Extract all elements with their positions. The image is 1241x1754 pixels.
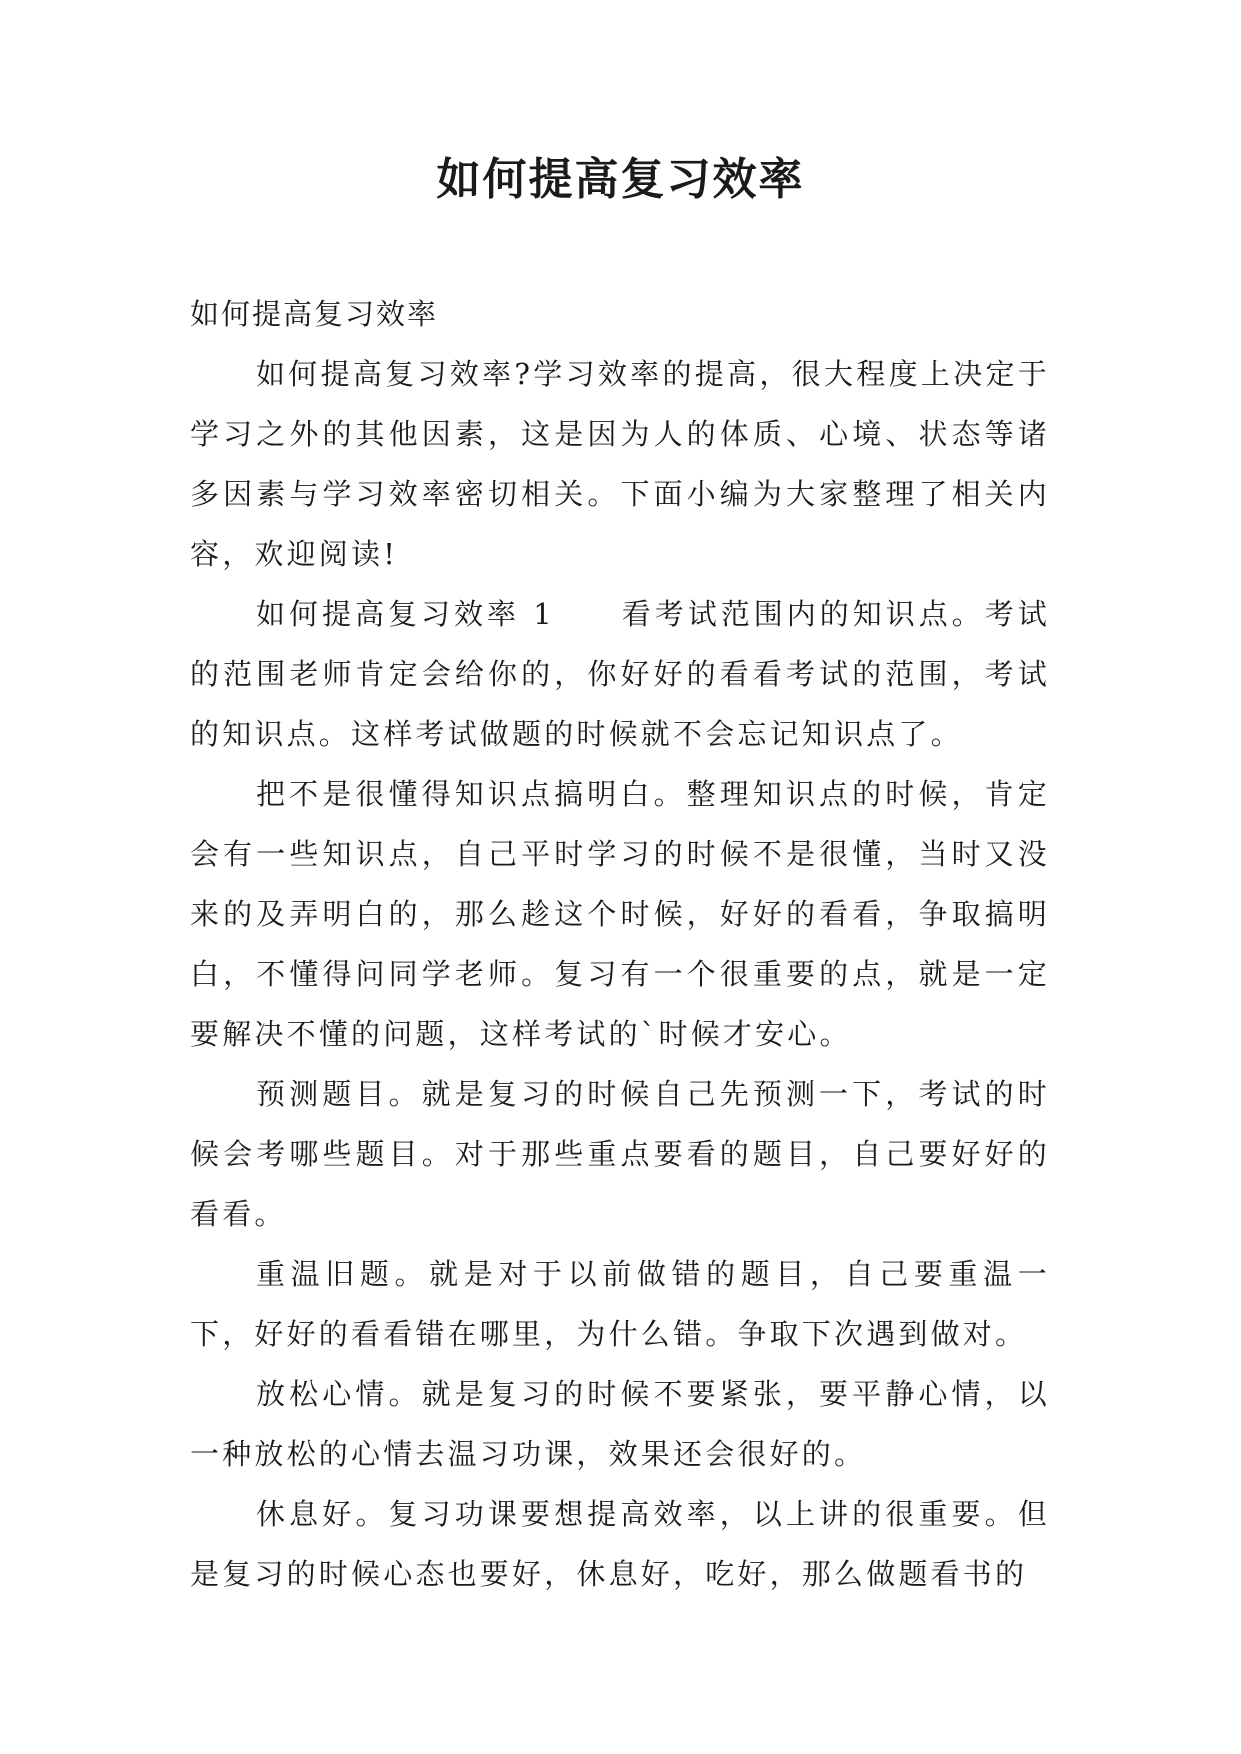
- document-body: [190, 284, 1050, 1604]
- paragraph-section-1: [190, 584, 1050, 764]
- paragraph-understand-points: 把不是很懂得知识点搞明白。整理知识点的时候，肯定会有一些知识点，自己平时学习的时候不是很懂，当时又没来的及弄明白的，那么趁这个时候，好好的看看，争取搞明白，不懂得问同学老师。复习有一个很重要的点，就是一定要解决不懂的问题，这样考试的`时候才安心。: [190, 777, 1050, 1051]
- paragraph-intro: 如何提高复习效率?学习效率的提高，很大程度上决定于学习之外的其他因素，这是因为人的体质、心境、状态等诸多因素与学习效率密切相关。下面小编为大家整理了相关内容，欢迎阅读!: [190, 357, 1050, 571]
- paragraph-relax: 放松心情。就是复习的时候不要紧张，要平静心情，以一种放松的心情去温习功课，效果还会很好的。: [190, 1377, 1050, 1471]
- document-subtitle: 如何提高复习效率: [190, 297, 439, 331]
- document-title: 如何提高复习效率: [436, 154, 805, 205]
- section-heading: 如何提高复习效率 1: [256, 597, 555, 631]
- paragraph-review-old-questions: 重温旧题。就是对于以前做错的题目，自己要重温一下，好好的看看错在哪里，为什么错。争取下次遇到做对。: [190, 1257, 1050, 1351]
- paragraph-exam-scope: 看考试范围内的知识点。考试的范围老师肯定会给你的，你好好的看看考试的范围，考试的知识点。这样考试做题的时候就不会忘记知识点了。: [190, 597, 1050, 751]
- paragraph-predict-questions: 预测题目。就是复习的时候自己先预测一下，考试的时候会考哪些题目。对于那些重点要看的题目，自己要好好的看看。: [190, 1077, 1050, 1231]
- paragraph-rest-well: 休息好。复习功课要想提高效率，以上讲的很重要。但是复习的时候心态也要好，休息好，吃好，那么做题看书的: [190, 1497, 1050, 1591]
